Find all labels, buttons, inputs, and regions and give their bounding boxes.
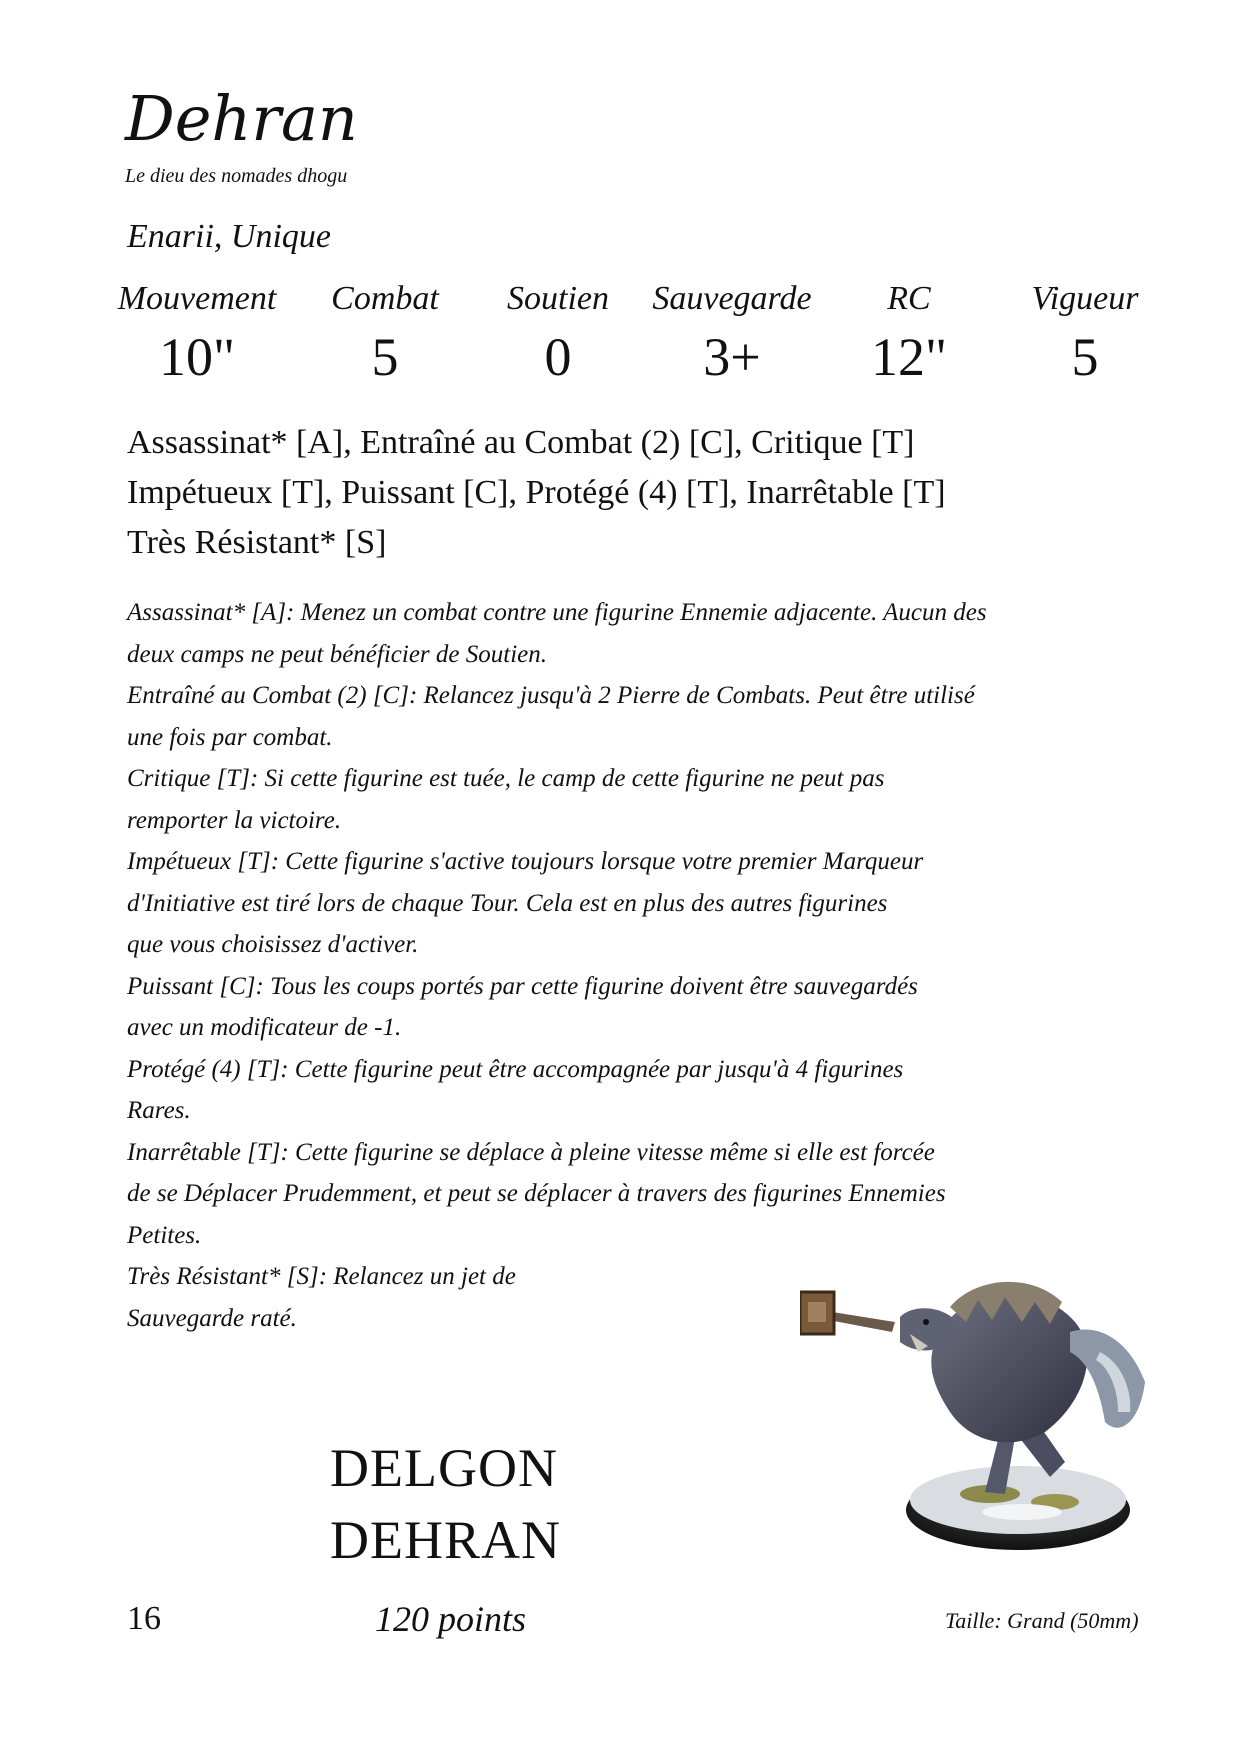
stat-sauvegarde <box>632 280 832 388</box>
product-line: DELGON <box>330 1438 558 1498</box>
faction-line: Enarii, Unique <box>127 218 331 255</box>
stat-rc <box>809 280 1009 388</box>
rules-line: une fois par combat. <box>127 723 333 751</box>
rules-line: Assassinat* [A]: Menez un combat contre une figurine Ennemie adjacente. Aucun des <box>127 599 987 626</box>
stat-combat <box>285 280 485 388</box>
stat-value: 5 <box>371 327 399 387</box>
product-name <box>330 1432 561 1576</box>
stat-mouvement <box>97 280 297 388</box>
rules-line: Puissant [C]: Tous les coups portés par cette figurine doivent être sauvegardés <box>127 972 918 1000</box>
stat-label: Sauvegarde <box>652 280 812 317</box>
rules-line: deux camps ne peut bénéficier de Soutien. <box>127 640 547 668</box>
rules-line: Critique [T]: Si cette figurine est tuée, le camp de cette figurine ne peut pas <box>127 765 885 792</box>
rules-line: Sauvegarde raté. <box>127 1304 297 1332</box>
rules-line: Petites. <box>127 1221 202 1249</box>
abilities-line: Impétueux [T], Puissant [C], Protégé (4) [T], Inarrêtable [T] <box>127 474 946 511</box>
rules-line: Rares. <box>127 1097 191 1124</box>
stat-soutien <box>458 280 658 388</box>
miniature-photo <box>800 1262 1170 1562</box>
rules-line: avec un modificateur de -1. <box>127 1014 402 1041</box>
stat-label: Combat <box>331 280 439 317</box>
rules-line: Entraîné au Combat (2) [C]: Relancez jusqu'à 2 Pierre de Combats. Peut être utilisé <box>127 682 975 709</box>
stat-value: 10" <box>158 327 236 387</box>
stat-label: Mouvement <box>117 280 277 317</box>
stat-value: 3+ <box>703 327 761 387</box>
rules-line: remporter la victoire. <box>127 806 342 834</box>
rules-line: Très Résistant* [S]: Relancez un jet de <box>127 1263 516 1290</box>
page-subtitle: Le dieu des nomades dhogu <box>125 165 348 187</box>
rules-line: que vous choisissez d'activer. <box>127 931 419 958</box>
rules-line: d'Initiative est tiré lors de chaque Tour. Cela est en plus des autres figurines <box>127 889 888 917</box>
stat-label: Vigueur <box>1031 280 1139 317</box>
rules-text <box>127 592 1107 1339</box>
abilities-line: Assassinat* [A], Entraîné au Combat (2) [C], Critique [T] <box>127 424 915 461</box>
abilities-line: Très Résistant* [S] <box>127 524 387 561</box>
page-number: 16 <box>127 1600 161 1637</box>
stat-label: RC <box>887 280 931 317</box>
stat-value: 12" <box>870 327 948 387</box>
stat-value: 0 <box>544 327 572 387</box>
rules-line: Inarrêtable [T]: Cette figurine se déplace à pleine vitesse même si elle est forcée <box>127 1138 935 1166</box>
rules-line: Protégé (4) [T]: Cette figurine peut être accompagnée par jusqu'à 4 figurines <box>127 1055 904 1083</box>
product-line: DEHRAN <box>330 1510 561 1570</box>
stat-value: 5 <box>1071 327 1099 387</box>
rules-line: Impétueux [T]: Cette figurine s'active toujours lorsque votre premier Marqueur <box>127 848 924 875</box>
page-title: Dehran <box>125 82 358 155</box>
points-cost: 120 points <box>375 1599 527 1639</box>
stat-label: Soutien <box>507 280 609 317</box>
size-label: Taille: Grand (50mm) <box>945 1608 1139 1633</box>
abilities-list <box>127 418 946 568</box>
stat-vigueur <box>985 280 1185 388</box>
rules-line: de se Déplacer Prudemment, et peut se déplacer à travers des figurines Ennemies <box>127 1180 946 1207</box>
